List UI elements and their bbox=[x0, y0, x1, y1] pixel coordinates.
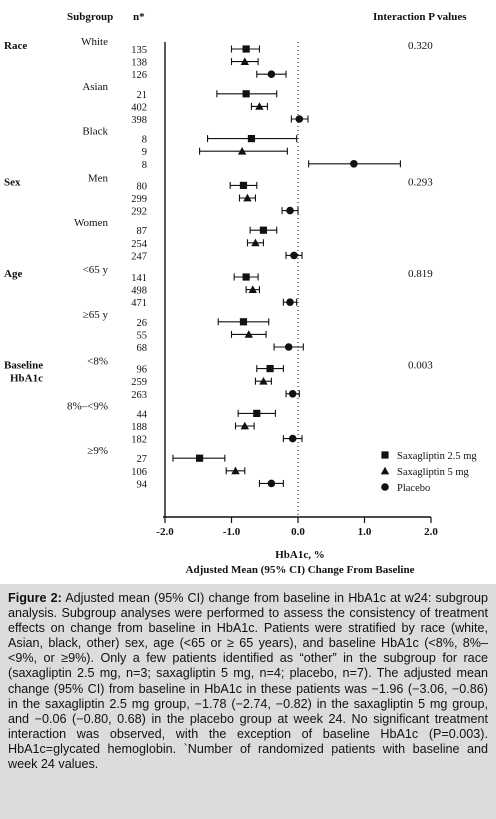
pvalue-baseline: 0.003 bbox=[408, 359, 433, 372]
pvalue-race: 0.320 bbox=[408, 40, 433, 52]
plot-rows bbox=[4, 36, 433, 490]
x-tick-label: 1.0 bbox=[357, 526, 372, 538]
point-estimate bbox=[286, 298, 294, 306]
legend-label: Saxagliptin 2.5 mg bbox=[397, 451, 477, 462]
n-value: 44 bbox=[136, 409, 147, 421]
group-label-baseline-line2: HbA1c bbox=[10, 372, 43, 385]
subgroup-label: Women bbox=[74, 217, 108, 230]
n-value: 106 bbox=[131, 466, 147, 478]
subgroup-label: ≥65 y bbox=[82, 308, 108, 321]
subgroup-label: Black bbox=[82, 125, 108, 138]
point-estimate bbox=[266, 365, 273, 372]
n-value: 87 bbox=[136, 226, 147, 238]
subgroup-label: 8%–<9% bbox=[66, 400, 108, 413]
figure-caption-box bbox=[0, 584, 496, 819]
caption-label: Figure 2: bbox=[8, 591, 62, 605]
n-value: 26 bbox=[136, 317, 147, 329]
figure-caption bbox=[8, 591, 488, 772]
x-axis-ticks bbox=[156, 517, 438, 538]
n-value: 126 bbox=[131, 70, 147, 82]
point-estimate bbox=[243, 273, 250, 280]
n-header: n* bbox=[133, 11, 145, 23]
n-value: 299 bbox=[131, 194, 147, 205]
n-value: 247 bbox=[131, 251, 147, 263]
legend-label: Saxagliptin 5 mg bbox=[397, 467, 469, 478]
point-estimate bbox=[350, 160, 358, 168]
n-value: 21 bbox=[136, 89, 147, 101]
n-value: 254 bbox=[131, 238, 147, 250]
n-value: 8 bbox=[141, 134, 147, 146]
x-axis-label: HbA1c, % bbox=[275, 549, 325, 561]
n-value: 398 bbox=[131, 115, 147, 126]
caption-text: Adjusted mean (95% CI) change from baseline in HbA1c at w24: subgroup analysis. Subgroup analyses were performed to assess the consistency of treatment effects on change from baseline in HbA1c. Patients were stratified by race (white, Asian, black, other) sex, age (<65 or ≥ 65 years), and baseline HbA1c (<8%, 8%–<9%, or ≥9%). Only a few patients identified as “other” in the subgroup for race (saxagliptin 2.5 mg, n=3; saxagliptin 5 mg, n=4; placebo, n=7). The adjusted mean change (95% CI) from baseline in HbA1c in these patients was −1.96 (−3.06, −0.86) in the saxagliptin 2.5 mg group, −1.78 (−2.74, −0.82) in the saxagliptin 5 mg group, and −0.06 (−0.80, 0.68) in the placebo group at week 24. No significant treatment interaction was observed, with the exception of baseline HbA1c (P=0.003). HbA1c=glycated hemoglobin. `Number of randomized patients with baseline and week 24 values. bbox=[8, 591, 488, 772]
subgroup-label: ≥9% bbox=[87, 445, 108, 458]
n-value: 402 bbox=[131, 102, 147, 114]
point-estimate bbox=[289, 435, 297, 443]
group-label-sex: Sex bbox=[4, 176, 21, 189]
point-estimate bbox=[243, 45, 250, 52]
x-tick-label: -2.0 bbox=[156, 526, 174, 538]
subgroup-label: White bbox=[81, 36, 108, 48]
x-tick-label: -1.0 bbox=[222, 526, 241, 538]
point-estimate bbox=[253, 410, 260, 417]
subgroup-label: Asian bbox=[82, 80, 108, 93]
group-label-age: Age bbox=[4, 268, 23, 280]
point-estimate bbox=[268, 480, 276, 488]
point-estimate bbox=[240, 318, 247, 325]
legend bbox=[381, 451, 478, 494]
point-estimate bbox=[296, 115, 304, 123]
legend-label: Placebo bbox=[397, 483, 431, 494]
n-value: 141 bbox=[131, 273, 147, 284]
n-value: 27 bbox=[136, 454, 147, 466]
point-estimate bbox=[248, 135, 255, 142]
x-axis-label-line2: Adjusted Mean (95% CI) Change From Baseline bbox=[185, 564, 415, 576]
n-value: 138 bbox=[131, 57, 147, 69]
n-value: 80 bbox=[136, 181, 147, 193]
point-estimate bbox=[286, 207, 294, 215]
legend-marker bbox=[381, 483, 389, 491]
n-value: 135 bbox=[131, 45, 147, 56]
point-estimate bbox=[268, 70, 276, 78]
n-value: 292 bbox=[131, 206, 147, 218]
point-estimate bbox=[260, 227, 267, 234]
point-estimate bbox=[290, 252, 298, 260]
subgroup-label: Men bbox=[87, 172, 108, 185]
group-label-baseline: Baseline bbox=[4, 359, 44, 372]
n-value: 263 bbox=[131, 389, 147, 401]
group-label-race: Race bbox=[4, 40, 28, 52]
n-value: 182 bbox=[131, 434, 147, 446]
n-value: 259 bbox=[131, 377, 147, 389]
point-estimate bbox=[285, 343, 293, 351]
n-value: 94 bbox=[136, 479, 147, 491]
n-value: 498 bbox=[131, 285, 147, 297]
pvalue-sex: 0.293 bbox=[408, 176, 433, 189]
n-value: 96 bbox=[136, 364, 147, 376]
point-estimate bbox=[289, 390, 297, 398]
point-estimate bbox=[240, 182, 247, 189]
subgroup-label: <65 y bbox=[82, 264, 108, 276]
pvalue-header: Interaction P values bbox=[373, 11, 467, 23]
n-value: 68 bbox=[136, 343, 147, 354]
n-value: 55 bbox=[136, 330, 147, 342]
n-value: 471 bbox=[131, 298, 147, 310]
legend-marker bbox=[381, 451, 388, 458]
n-value: 9 bbox=[141, 147, 147, 159]
point-estimate bbox=[196, 455, 203, 462]
n-value: 188 bbox=[131, 422, 147, 433]
x-tick-label: 2.0 bbox=[424, 526, 438, 538]
pvalue-age: 0.819 bbox=[408, 268, 433, 280]
legend-marker bbox=[381, 467, 389, 475]
n-value: 8 bbox=[141, 159, 147, 171]
point-estimate bbox=[243, 90, 250, 97]
subgroup-label: <8% bbox=[87, 355, 108, 368]
x-tick-label: 0.0 bbox=[291, 526, 305, 538]
subgroup-header: Subgroup bbox=[67, 11, 114, 23]
